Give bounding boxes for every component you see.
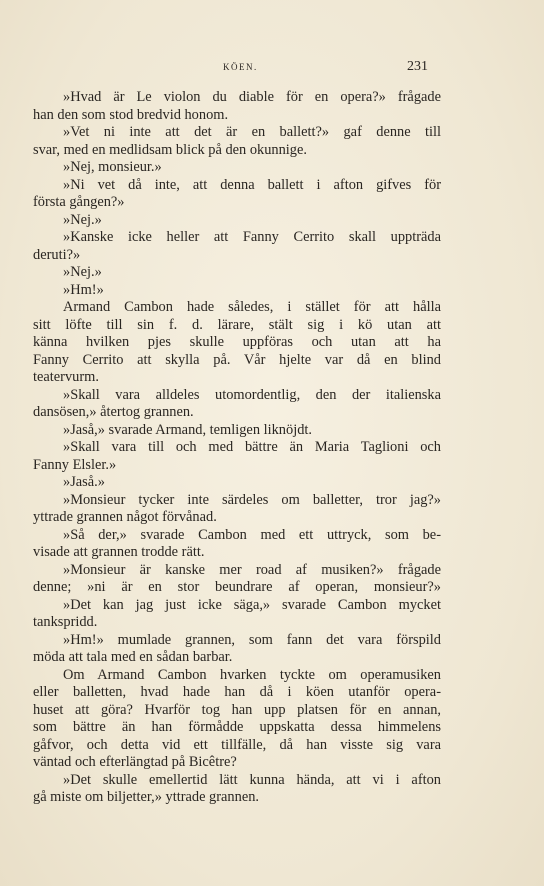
text-line: möda att tala med en sådan barbar. xyxy=(33,649,233,665)
text-line: »Jaså.» xyxy=(63,474,105,490)
text-line: huset att göra? Hvarför tog han upp platsen för en annan, xyxy=(33,701,441,718)
text-line: yttrade grannen något förvånad. xyxy=(33,509,217,525)
text-line: första gången?» xyxy=(33,194,125,210)
text-line: »Hm!» xyxy=(63,281,104,298)
text-line: »Nej.» xyxy=(63,264,102,280)
text-line: gåfvor, och detta vid ett tillfälle, då han visste sig vara xyxy=(33,736,441,753)
text-line: som bättre än han förmådde uppskatta dessa himmelens xyxy=(33,719,441,735)
text-line: Om Armand Cambon hvarken tyckte om operamusiken xyxy=(63,666,441,683)
text-line: eller balletten, hvad hade han då i köen utanför opera- xyxy=(33,684,441,700)
text-line: »Det skulle emellertid lätt kunna hända, att vi i afton xyxy=(63,771,441,788)
text-line: han den som stod bredvid honom. xyxy=(33,106,229,123)
text-line: »Hm!» mumlade grannen, som fann det vara förspild xyxy=(63,631,441,648)
text-line: Fanny Cerrito att skylla på. Vår hjelte var då en blind xyxy=(33,351,441,368)
text-line: »Vet ni inte att det är en ballett?» gaf denne till xyxy=(63,124,441,140)
text-line: Armand Cambon hade således, i stället för att hålla xyxy=(63,299,441,315)
text-line: »Så der,» svarade Cambon med ett uttryck, som be- xyxy=(63,526,441,543)
page-number: 231 xyxy=(407,59,428,74)
text-line: deruti?» xyxy=(33,246,81,263)
text-line: Fanny Elsler.» xyxy=(33,456,117,473)
text-line: »Ni vet då inte, att denna ballett i afton gifves för xyxy=(63,176,441,193)
text-line: tankspridd. xyxy=(33,614,98,630)
text-line: sitt löfte till sin f. d. lärare, stält sig i kö utan att xyxy=(33,316,441,333)
text-line: denne; »ni är en stor beundrare af operan, monsieur?» xyxy=(33,579,441,595)
page-header xyxy=(0,60,544,78)
text-line: »Skall vara till och med bättre än Maria Taglioni och xyxy=(63,439,441,455)
text-line: »Kanske icke heller att Fanny Cerrito skall uppträda xyxy=(63,229,441,245)
text-line: »Monsieur tycker inte särdeles om balletter, tror jag?» xyxy=(63,491,441,508)
text-line: känna hvilken pjes skulle uppföras och utan att ha xyxy=(33,334,441,350)
text-line: »Nej, monsieur.» xyxy=(63,159,162,175)
text-line: väntad och efterlängtad på Bicêtre? xyxy=(33,754,237,770)
text-line: dansösen,» återtog grannen. xyxy=(33,404,194,420)
text-line: »Hvad är Le violon du diable för en opera?» frågade xyxy=(63,89,441,105)
body-text xyxy=(33,89,441,807)
text-line: svar, med en medlidsam blick på den okunnige. xyxy=(33,141,307,158)
text-line: teatervurm. xyxy=(33,369,99,385)
running-head: KÖEN. xyxy=(223,62,258,72)
text-line: »Jaså,» svarade Armand, temligen liknöjdt. xyxy=(63,421,312,438)
text-line: gå miste om biljetter,» yttrade grannen. xyxy=(33,789,260,805)
text-line: »Monsieur är kanske mer road af musiken?» frågade xyxy=(63,561,441,578)
text-line: »Det kan jag just icke säga,» svarade Cambon mycket xyxy=(63,596,441,613)
text-line: »Skall vara alldeles utomordentlig, den der italienska xyxy=(63,386,441,403)
text-line: »Nej.» xyxy=(63,211,102,228)
text-line: visade att grannen trodde rätt. xyxy=(33,544,205,560)
